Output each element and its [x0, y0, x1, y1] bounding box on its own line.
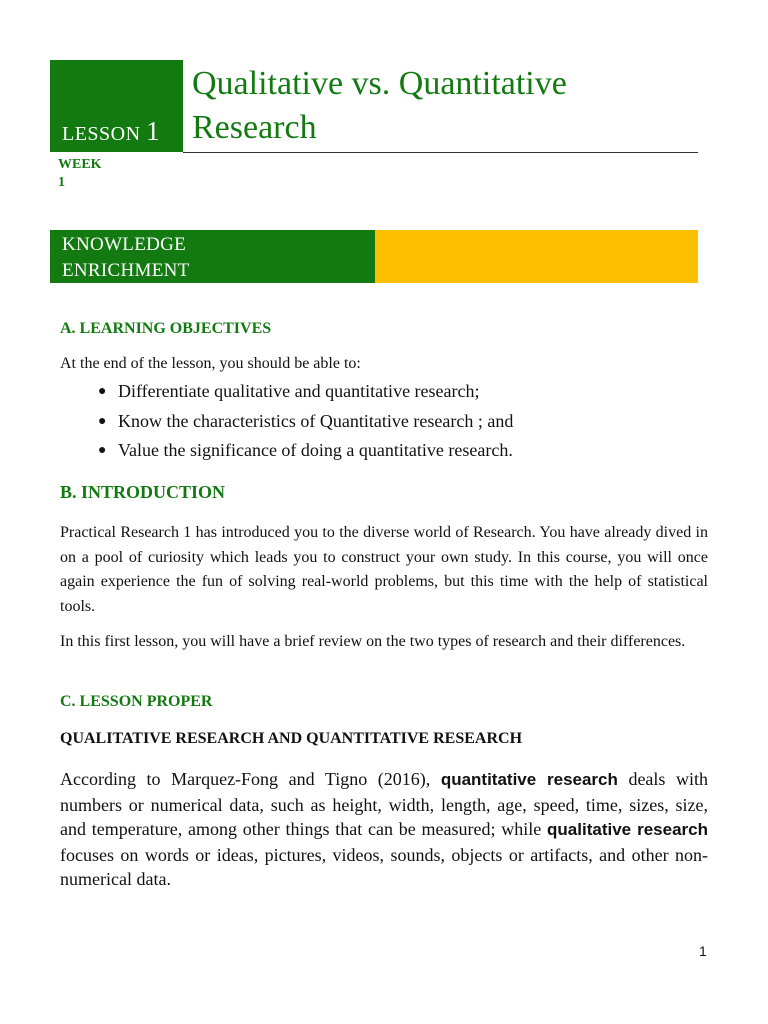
list-item — [98, 407, 514, 437]
list-item — [98, 436, 513, 466]
page-title — [192, 62, 692, 150]
page-number: 1 — [699, 943, 707, 959]
body-text: According to Marquez-Fong and Tigno (2016), — [60, 769, 441, 789]
introduction-paragraph-2: In this first lesson, you will have a brief review on the two types of research and their differences. — [60, 633, 686, 650]
list-item — [98, 377, 513, 407]
banner-line-1: KNOWLEDGE — [62, 234, 187, 255]
body-text: deals with numbers or numerical data, such as height, width, length, age, speed, time, sizes, size, and temperature, among other things that can be measured; while — [60, 769, 708, 839]
lesson-label — [62, 116, 160, 147]
knowledge-enrichment-banner — [50, 230, 698, 283]
bullet-icon: ● — [98, 443, 107, 458]
lesson-number: 1 — [146, 116, 161, 146]
bullet-icon: ● — [98, 384, 107, 399]
introduction-paragraph-1: Practical Research 1 has introduced you to the diverse world of Research. You have already dived in on a pool of curiosity which leads you to construct your own study. In this course, you will once again experience the fun of solving real-world problems, but this time with the help of statistical tools. — [60, 524, 708, 615]
week-word: WEEK — [58, 157, 102, 172]
lesson-proper-subheading: QUALITATIVE RESEARCH AND QUANTITATIVE RESEARCH — [60, 730, 523, 747]
title-line-1: Qualitative vs. Quantitative — [192, 65, 567, 102]
banner-line-2: ENRICHMENT — [62, 260, 190, 281]
lesson-proper-heading: C. LESSON PROPER — [60, 693, 213, 710]
bullet-icon: ● — [98, 413, 107, 429]
lesson-proper-paragraph — [60, 767, 708, 892]
title-divider — [183, 152, 698, 153]
banner-gold-panel — [375, 230, 698, 283]
lesson-word: LESSON — [62, 123, 141, 145]
term-quantitative: quantitative research — [440, 770, 618, 789]
learning-objectives-heading: A. LEARNING OBJECTIVES — [60, 320, 272, 337]
body-text: focuses on words or ideas, pictures, videos, sounds, objects or artifacts, and other non-numerical data. — [60, 844, 708, 889]
banner-title — [62, 232, 262, 284]
list-item-text: Know the characteristics of Quantitative research ; and — [118, 410, 514, 431]
objectives-list — [98, 377, 514, 466]
term-qualitative: qualitative research — [547, 820, 708, 839]
week-number: 1 — [58, 175, 65, 190]
objectives-lead: At the end of the lesson, you should be able to: — [60, 355, 361, 372]
list-item-text: Differentiate qualitative and quantitative research; — [118, 381, 480, 401]
introduction-heading: B. INTRODUCTION — [60, 482, 226, 502]
week-label — [58, 156, 118, 192]
list-item-text: Value the significance of doing a quantitative research. — [118, 440, 513, 460]
title-line-2: Research — [192, 109, 317, 146]
